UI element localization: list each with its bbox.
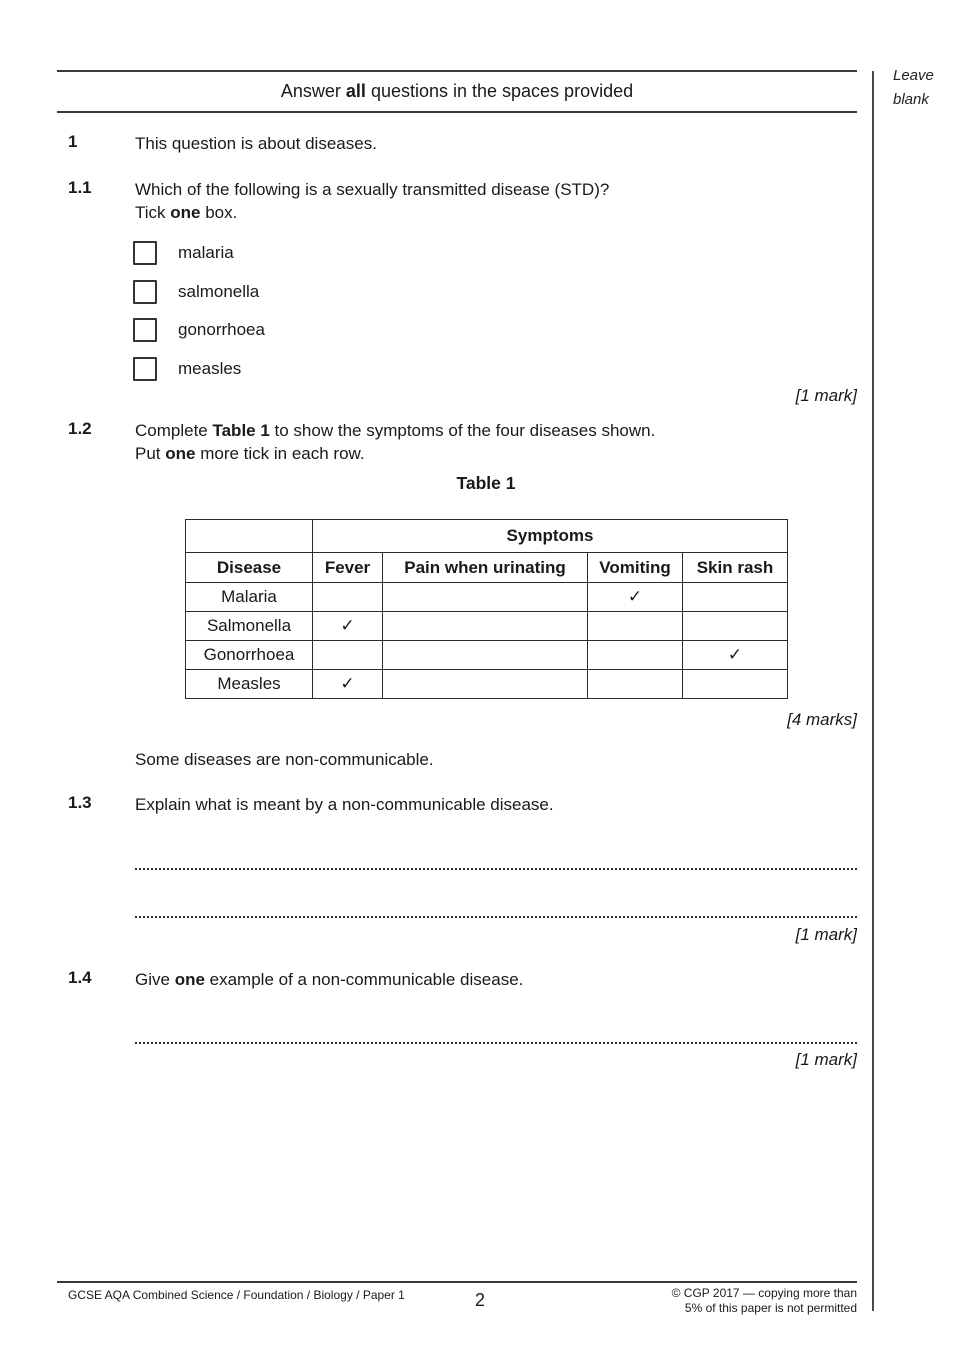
- table-col-skinrash: Skin rash: [683, 553, 788, 583]
- instruction-text-post: questions in the spaces provided: [365, 81, 634, 101]
- page-number: 2: [474, 1290, 485, 1310]
- question-1-2-line1-post: to show the symptoms of the four diseases shown.: [269, 421, 656, 440]
- table-row-salmonella: [186, 612, 788, 641]
- question-1-1-line1: Which of the following is a sexually transmitted disease (STD)?: [135, 180, 610, 199]
- table-col-vomiting: Vomiting: [588, 553, 683, 583]
- option-label-salmonella: salmonella: [178, 282, 260, 301]
- symptom-cell[interactable]: [383, 670, 588, 699]
- question-1-text: This question is about diseases.: [135, 134, 377, 153]
- answer-line-q1-3-b[interactable]: [135, 903, 857, 918]
- marks-label-q1-2: [4 marks]: [787, 710, 857, 729]
- option-row-gonorrhoea: [133, 317, 265, 343]
- question-1-1-line2: [135, 201, 857, 224]
- disease-cell-gonorrhoea: Gonorrhoea: [186, 641, 313, 670]
- marks-label-q1-1: [1 mark]: [795, 386, 857, 405]
- answer-line-q1-4[interactable]: [135, 1029, 857, 1044]
- symptom-cell[interactable]: [683, 583, 788, 612]
- question-1-1-line2-post: box.: [200, 203, 238, 222]
- header-rule-top: [57, 70, 857, 72]
- footer-paper-title: GCSE AQA Combined Science / Foundation / Biology / Paper 1: [68, 1288, 405, 1302]
- question-1-2-line2-bold: one: [165, 444, 196, 463]
- question-1-2-number: 1.2: [68, 419, 92, 438]
- header-rule-bottom: [57, 111, 857, 113]
- question-1-4-text-pre: Give: [135, 970, 175, 989]
- header-instruction: [57, 81, 857, 102]
- disease-cell-malaria: Malaria: [186, 583, 313, 612]
- symptom-cell[interactable]: [313, 641, 383, 670]
- symptom-cell[interactable]: [588, 670, 683, 699]
- question-1-2-line2: [135, 442, 857, 465]
- symptom-cell[interactable]: [383, 583, 588, 612]
- question-1-2-line1-bold: Table 1: [212, 421, 270, 440]
- footer-copyright: [557, 1286, 857, 1316]
- question-1-2-text: [135, 419, 857, 465]
- table-col-disease: Disease: [186, 553, 313, 583]
- table-row-malaria: [186, 583, 788, 612]
- symptom-cell[interactable]: ✓: [313, 670, 383, 699]
- symptom-cell[interactable]: ✓: [313, 612, 383, 641]
- option-label-gonorrhoea: gonorrhoea: [178, 320, 265, 339]
- instruction-text-bold: all: [345, 81, 366, 101]
- symptom-cell[interactable]: [683, 612, 788, 641]
- answer-line-q1-3-a[interactable]: [135, 855, 857, 870]
- symptom-cell[interactable]: [683, 670, 788, 699]
- question-1-2-line2-pre: Put: [135, 444, 166, 463]
- question-1-1-line2-pre: Tick: [135, 203, 171, 222]
- option-row-malaria: [133, 240, 234, 266]
- disease-cell-measles: Measles: [186, 670, 313, 699]
- symptom-cell[interactable]: ✓: [588, 583, 683, 612]
- symptom-cell[interactable]: ✓: [683, 641, 788, 670]
- symptom-cell[interactable]: [588, 612, 683, 641]
- table-row-gonorrhoea: [186, 641, 788, 670]
- option-row-salmonella: [133, 279, 259, 305]
- symptom-cell[interactable]: [383, 612, 588, 641]
- symptom-cell[interactable]: [313, 583, 383, 612]
- question-1-2-line1: [135, 419, 857, 442]
- question-1-3-text: Explain what is meant by a non-communicable disease.: [135, 795, 554, 814]
- table-row-measles: [186, 670, 788, 699]
- question-1-number: 1: [68, 132, 78, 151]
- leave-blank-line2: blank: [893, 91, 929, 108]
- footer-rule: [57, 1281, 857, 1283]
- question-1-1-number: 1.1: [68, 178, 92, 197]
- question-1-4-number: 1.4: [68, 968, 92, 987]
- table-col-fever: Fever: [313, 553, 383, 583]
- symptom-cell[interactable]: [588, 641, 683, 670]
- question-1-1-text: [135, 178, 857, 224]
- instruction-text-pre: Answer: [280, 81, 346, 101]
- question-1-2-line2-post: more tick in each row.: [195, 444, 365, 463]
- question-1-2-line1-pre: Complete: [135, 421, 213, 440]
- leave-blank-line1: Leave: [893, 67, 934, 84]
- question-1-4-text-post: example of a non-communicable disease.: [204, 970, 524, 989]
- option-checkbox-gonorrhoea[interactable]: [133, 318, 157, 342]
- option-checkbox-measles[interactable]: [133, 357, 157, 381]
- footer-copyright-line2: 5% of this paper is not permitted: [684, 1301, 857, 1315]
- disease-cell-salmonella: Salmonella: [186, 612, 313, 641]
- table-col-pain: Pain when urinating: [383, 553, 588, 583]
- option-row-measles: [133, 356, 241, 382]
- option-checkbox-salmonella[interactable]: [133, 280, 157, 304]
- marks-label-q1-3: [1 mark]: [795, 925, 857, 944]
- question-1-4-text-bold: one: [174, 970, 205, 989]
- interlude-text: Some diseases are non-communicable.: [135, 750, 434, 769]
- table-symptoms-header: Symptoms: [313, 520, 788, 553]
- symptom-cell[interactable]: [383, 641, 588, 670]
- footer-copyright-line1: © CGP 2017 — copying more than: [671, 1286, 857, 1300]
- symptoms-table: [185, 519, 788, 699]
- table-corner-cell: [186, 520, 313, 553]
- option-label-malaria: malaria: [178, 243, 234, 262]
- option-checkbox-malaria[interactable]: [133, 241, 157, 265]
- table-title: Table 1: [456, 473, 516, 493]
- question-1-4-text: [135, 968, 857, 991]
- question-1-3-number: 1.3: [68, 793, 92, 812]
- leave-blank-note: [893, 64, 934, 112]
- margin-rule: [872, 71, 874, 1311]
- option-label-measles: measles: [178, 359, 242, 378]
- marks-label-q1-4: [1 mark]: [795, 1050, 857, 1069]
- question-1-1-line2-bold: one: [170, 203, 201, 222]
